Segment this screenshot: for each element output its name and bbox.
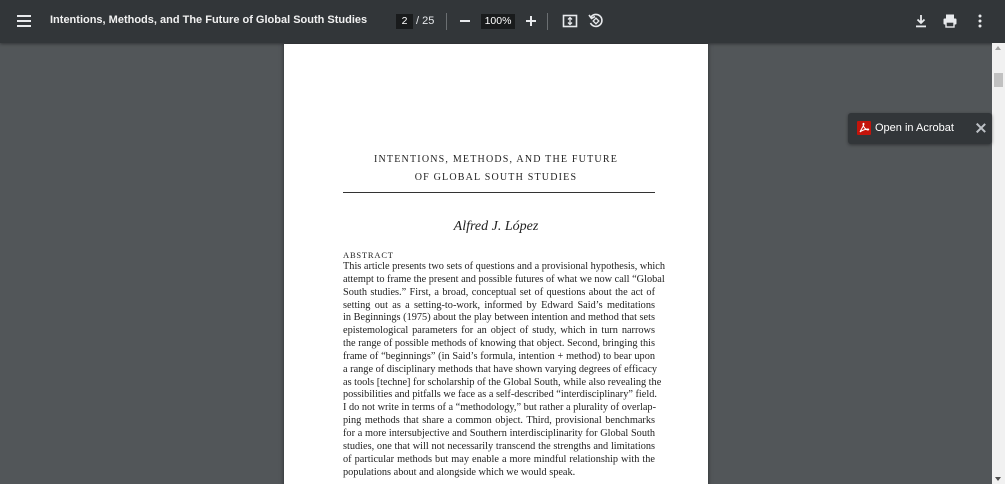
abstract-line: for a more intersubjective and Southern interdisciplinarity for Global South [343,427,655,439]
abstract-body [343,261,666,479]
open-in-acrobat-prompt [848,113,992,144]
scroll-up-arrow-icon[interactable] [995,46,1001,50]
abstract-label: ABSTRACT [343,250,394,260]
abstract-line: as tools [techne] for scholarship of the Global South, while also revealing the [343,376,662,388]
abstract-line: the range of possible methods of knowing that object. Second, bringing this [343,338,655,350]
abstract-line: This article presents two sets of questions and a provisional hypothesis, which [343,261,666,272]
toolbar-divider [446,13,447,30]
fit-to-page-icon[interactable] [561,12,579,30]
print-icon[interactable] [941,12,959,30]
abstract-line: in Beginnings (1975) about the play between intention and method that sets [343,312,655,324]
abstract-line: ping methods that share a common object. Third, provisional benchmarks [343,415,655,427]
scrollbar-thumb[interactable] [994,73,1003,87]
pdf-toolbar [0,0,1005,43]
article-title-line-1: INTENTIONS, METHODS, AND THE FUTURE [373,154,619,165]
abstract-line: studies, one that will not necessarily transcend the strengths and limitations [343,440,655,452]
zoom-level-input[interactable]: 100% [481,14,515,29]
adobe-acrobat-icon [857,121,871,135]
abstract-line: frame of “beginnings” (in Said’s formula, intention + method) to bear upon [343,350,655,362]
abstract-line: epistemological parameters for an object of study, which in turn narrows [343,325,655,337]
zoom-out-icon[interactable] [456,12,474,30]
close-icon[interactable] [976,123,986,133]
zoom-in-icon[interactable] [522,12,540,30]
abstract-line: attempt to frame the present and possible futures of what we now call “Global [343,273,665,285]
rotate-icon[interactable] [587,12,605,30]
open-in-acrobat-button[interactable]: Open in Acrobat [875,122,954,134]
page-number-input[interactable]: 2 [396,14,413,29]
article-author: Alfred J. López [453,219,539,234]
pdf-page [284,44,708,484]
toolbar-divider [547,13,548,30]
abstract-line: populations about and alongside which we would speak. [343,466,576,478]
more-options-icon[interactable] [971,12,989,30]
abstract-line: I do not write in terms of a “methodology,” but rather a plurality of overlap- [343,402,657,414]
scroll-down-arrow-icon[interactable] [995,477,1001,481]
document-viewer[interactable] [0,43,992,484]
abstract-line: South studies.” First, a broad, conceptual set of questions about the act of [343,286,655,298]
document-title: Intentions, Methods, and The Future of Global South Studies [50,14,368,26]
page-total: / 25 [416,15,435,27]
article-title-line-2: OF GLOBAL SOUTH STUDIES [414,172,578,183]
hamburger-menu-icon[interactable] [14,12,34,32]
download-icon[interactable] [912,12,930,30]
vertical-scrollbar[interactable] [992,43,1005,484]
abstract-line: of particular methods but may enable a more mindful relationship with the [343,453,655,465]
abstract-line: setting out as a setting-to-work, informed by Edward Said’s meditations [343,299,655,311]
title-divider [343,192,655,193]
abstract-line: a range of disciplinary methods that have shown varying degrees of efficacy [343,363,658,375]
abstract-line: possibilities and pitfalls we face as a self-described “interdisciplinary” field. [343,389,657,401]
